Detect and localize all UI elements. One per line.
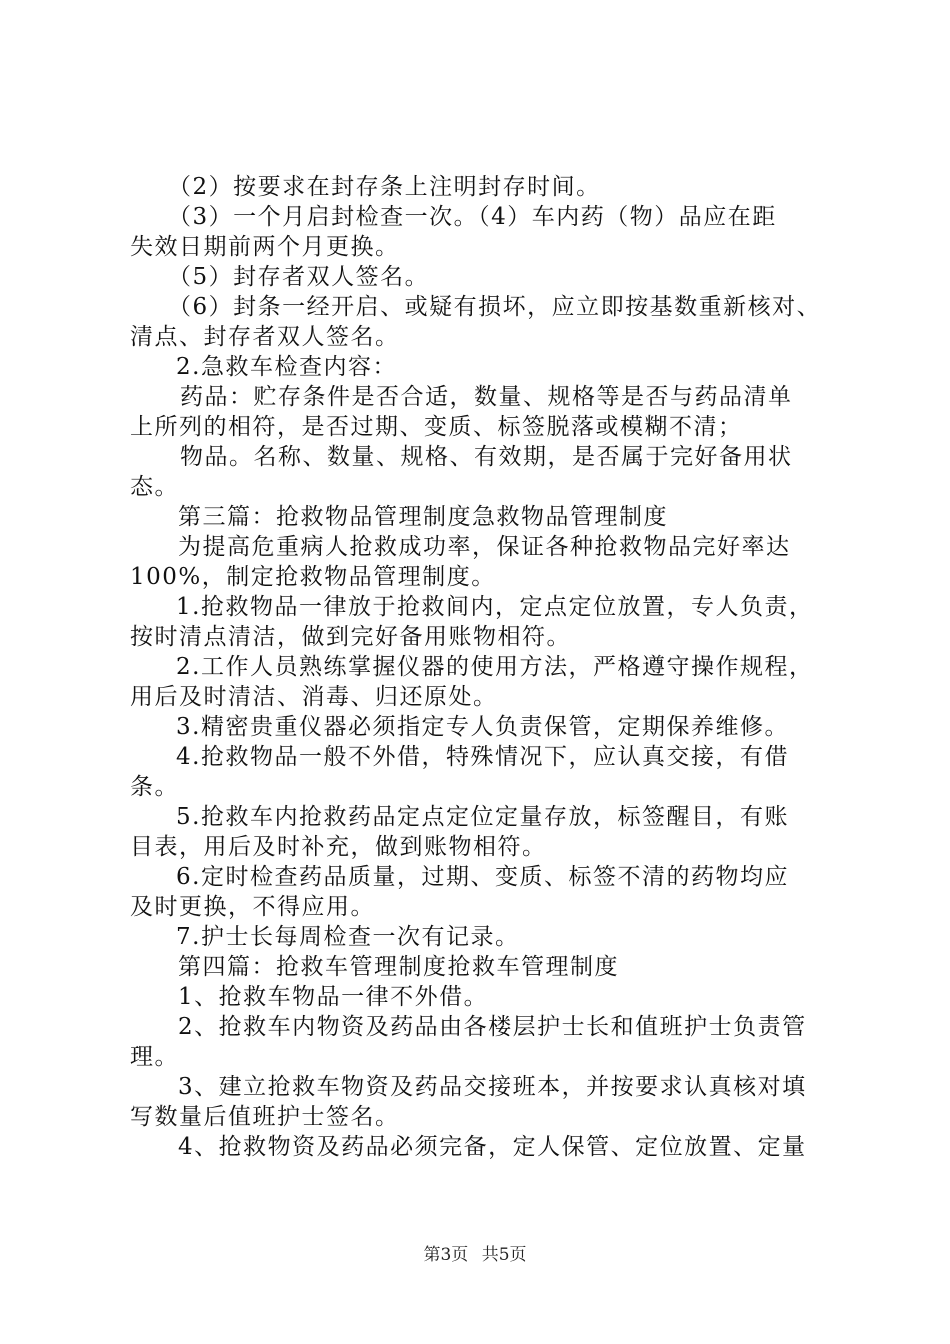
text-line: 6.定时检查药品质量，过期、变质、标签不清的药物均应 <box>176 864 789 890</box>
document-body <box>130 172 830 1162</box>
text-line: （6）封条一经开启、或疑有损坏，应立即按基数重新核对、 <box>168 294 822 320</box>
text-line: 物品。名称、数量、规格、有效期，是否属于完好备用状 <box>180 444 793 470</box>
section-heading: 第四篇：抢救车管理制度抢救车管理制度 <box>178 954 619 980</box>
text-line: 7.护士长每周检查一次有记录。 <box>176 924 520 950</box>
text-line: 清点、封存者双人签名。 <box>130 324 400 350</box>
text-line: 2、抢救车内物资及药品由各楼层护士长和值班护士负责管 <box>178 1014 807 1040</box>
text-line: 写数量后值班护士签名。 <box>130 1104 400 1130</box>
page-footer <box>0 1244 950 1266</box>
text-line: 药品：贮存条件是否合适，数量、规格等是否与药品清单 <box>180 384 793 410</box>
text-line: 失效日期前两个月更换。 <box>130 234 400 260</box>
text-line: 及时更换，不得应用。 <box>130 894 375 920</box>
section-heading: 第三篇：抢救物品管理制度急救物品管理制度 <box>178 504 668 530</box>
text-line: 为提高危重病人抢救成功率，保证各种抢救物品完好率达 <box>178 534 791 560</box>
text-line: 目表，用后及时补充，做到账物相符。 <box>130 834 547 860</box>
text-line: （2）按要求在封存条上注明封存时间。 <box>168 174 601 200</box>
text-line: 上所列的相符，是否过期、变质、标签脱落或模糊不清； <box>130 414 743 440</box>
text-line: 5.抢救车内抢救药品定点定位定量存放，标签醒目，有账 <box>176 804 789 830</box>
text-line: 条。 <box>130 774 179 800</box>
text-line: 3、建立抢救车物资及药品交接班本，并按要求认真核对填 <box>178 1074 807 1100</box>
text-line: 态。 <box>130 474 179 500</box>
text-line: 用后及时清洁、消毒、归还原处。 <box>130 684 498 710</box>
text-line: 4、抢救物资及药品必须完备，定人保管、定位放置、定量 <box>178 1134 807 1160</box>
text-line: 1、抢救车物品一律不外借。 <box>178 984 489 1010</box>
text-line: 按时清点清洁，做到完好备用账物相符。 <box>130 624 571 650</box>
text-line: 1.抢救物品一律放于抢救间内，定点定位放置，专人负责， <box>176 594 814 620</box>
text-line: 100%，制定抢救物品管理制度。 <box>130 564 496 590</box>
text-line: （5）封存者双人签名。 <box>168 264 430 290</box>
text-line: 3.精密贵重仪器必须指定专人负责保管，定期保养维修。 <box>176 714 789 740</box>
text-line: 4.抢救物品一般不外借，特殊情况下，应认真交接，有借 <box>176 744 789 770</box>
text-line: （3）一个月启封检查一次。（4）车内药（物）品应在距 <box>168 204 777 230</box>
page-total: 共5页 <box>481 1245 527 1265</box>
page-number: 第3页 <box>423 1245 469 1265</box>
text-line: 理。 <box>130 1044 179 1070</box>
text-line: 2.工作人员熟练掌握仪器的使用方法，严格遵守操作规程， <box>176 654 814 680</box>
text-line: 2.急救车检查内容： <box>176 354 397 380</box>
